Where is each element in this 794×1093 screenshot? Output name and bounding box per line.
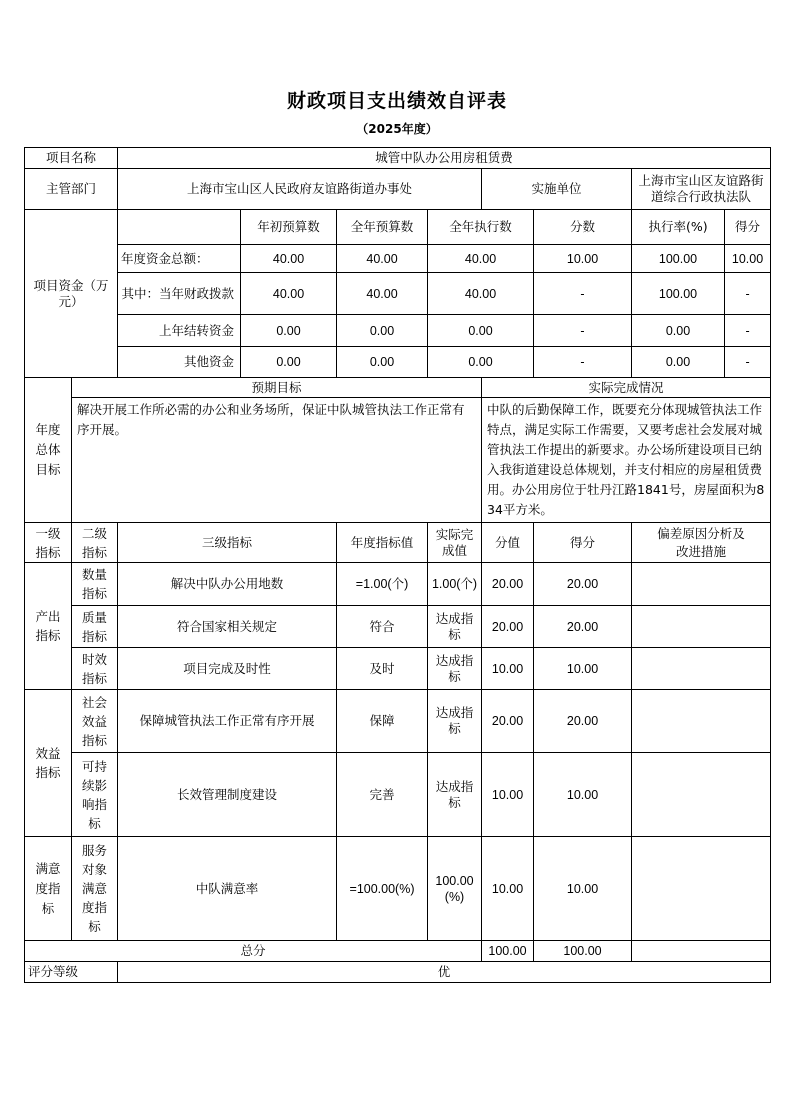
- level2-cell: 质量指标: [72, 606, 118, 648]
- actual-cell: 1.00(个): [428, 563, 482, 606]
- funds-cell: 40.00: [428, 245, 534, 273]
- funds-cell: 0.00: [632, 347, 725, 378]
- project-name: 城管中队办公用房租赁费: [118, 148, 771, 169]
- funds-cell: 40.00: [428, 273, 534, 315]
- funds-cell: 100.00: [632, 245, 725, 273]
- note-cell: [632, 648, 771, 690]
- funds-header: 年初预算数: [241, 210, 337, 245]
- funds-cell: 10.00: [725, 245, 771, 273]
- expected-goal-text: 解决开展工作所必需的办公和业务场所，保证中队城管执法工作正常有序开展。: [72, 398, 482, 523]
- note-cell: [632, 753, 771, 837]
- score-cell: 20.00: [534, 690, 632, 753]
- funds-cell: 0.00: [428, 347, 534, 378]
- funds-label: 项目资金（万元）: [25, 210, 118, 378]
- level3-cell: 符合国家相关规定: [118, 606, 337, 648]
- note-cell: [632, 837, 771, 941]
- actual-cell: 达成指标: [428, 753, 482, 837]
- total-note: [632, 941, 771, 962]
- target-cell: =1.00(个): [337, 563, 428, 606]
- project-name-label: 项目名称: [25, 148, 118, 169]
- weight-cell: 10.00: [482, 648, 534, 690]
- level2-cell: 可持续影响指标: [72, 753, 118, 837]
- ind-header-target: 年度指标值: [337, 523, 428, 563]
- rating-value: 优: [118, 962, 771, 983]
- funds-header: 执行率(%): [632, 210, 725, 245]
- funds-cell: 40.00: [337, 273, 428, 315]
- funds-row-label: 其中：当年财政拨款: [118, 273, 241, 315]
- actual-goal-text: 中队的后勤保障工作，既要充分体现城管执法工作特点，满足实际工作需要，又要考虑社会发展对城管执法工作提出的新要求。办公场所建设项目已纳入我街道建设总体规划，并支付相应的房屋租赁费用。办公用房位于牡丹江路1841号，房屋面积为834平方米。: [482, 398, 771, 523]
- level2-cell: 服务对象满意度指标: [72, 837, 118, 941]
- note-cell: [632, 606, 771, 648]
- funds-header: 得分: [725, 210, 771, 245]
- weight-cell: 20.00: [482, 563, 534, 606]
- level1-output: 产出指标: [25, 563, 72, 690]
- note-cell: [632, 563, 771, 606]
- level2-cell: 数量指标: [72, 563, 118, 606]
- rating-label: 评分等级: [25, 962, 118, 983]
- ind-header-level2: 二级指标: [72, 523, 118, 563]
- target-cell: 及时: [337, 648, 428, 690]
- target-cell: 完善: [337, 753, 428, 837]
- ind-header-level3: 三级指标: [118, 523, 337, 563]
- score-cell: 20.00: [534, 563, 632, 606]
- unit-label: 实施单位: [482, 169, 632, 210]
- funds-cell: 0.00: [241, 315, 337, 347]
- actual-goal-header: 实际完成情况: [482, 378, 771, 398]
- funds-row-label: 年度资金总额：: [118, 245, 241, 273]
- funds-cell: -: [534, 273, 632, 315]
- page-subtitle: （2025年度）: [356, 122, 438, 136]
- ind-header-weight: 分值: [482, 523, 534, 563]
- dept-label: 主管部门: [25, 169, 118, 210]
- level1-satisfaction: 满意度指标: [25, 837, 72, 941]
- score-cell: 20.00: [534, 606, 632, 648]
- funds-cell: 40.00: [241, 273, 337, 315]
- dept-value: 上海市宝山区人民政府友谊路街道办事处: [118, 169, 482, 210]
- unit-value: 上海市宝山区友谊路街道综合行政执法队: [632, 169, 771, 210]
- target-cell: =100.00(%): [337, 837, 428, 941]
- weight-cell: 10.00: [482, 753, 534, 837]
- funds-cell: 40.00: [337, 245, 428, 273]
- funds-cell: 0.00: [428, 315, 534, 347]
- funds-header-blank: [118, 210, 241, 245]
- expected-goal-header: 预期目标: [72, 378, 482, 398]
- funds-cell: 100.00: [632, 273, 725, 315]
- note-cell: [632, 690, 771, 753]
- level3-cell: 项目完成及时性: [118, 648, 337, 690]
- funds-cell: 0.00: [337, 315, 428, 347]
- funds-row-label: 上年结转资金: [118, 315, 241, 347]
- level3-cell: 长效管理制度建设: [118, 753, 337, 837]
- funds-row-label: 其他资金: [118, 347, 241, 378]
- funds-header: 分数: [534, 210, 632, 245]
- total-weight: 100.00: [482, 941, 534, 962]
- weight-cell: 10.00: [482, 837, 534, 941]
- weight-cell: 20.00: [482, 606, 534, 648]
- funds-cell: 10.00: [534, 245, 632, 273]
- ind-header-note: 偏差原因分析及改进措施: [632, 523, 771, 563]
- funds-cell: -: [725, 347, 771, 378]
- score-cell: 10.00: [534, 837, 632, 941]
- score-cell: 10.00: [534, 753, 632, 837]
- level1-benefit: 效益指标: [25, 690, 72, 837]
- weight-cell: 20.00: [482, 690, 534, 753]
- funds-cell: -: [725, 315, 771, 347]
- funds-cell: 0.00: [632, 315, 725, 347]
- target-cell: 保障: [337, 690, 428, 753]
- actual-cell: 达成指标: [428, 606, 482, 648]
- evaluation-table: [24, 147, 771, 983]
- funds-cell: -: [534, 315, 632, 347]
- actual-cell: 达成指标: [428, 690, 482, 753]
- score-cell: 10.00: [534, 648, 632, 690]
- actual-cell: 100.00(%): [428, 837, 482, 941]
- total-label: 总分: [25, 941, 482, 962]
- funds-cell: 0.00: [241, 347, 337, 378]
- funds-header: 全年预算数: [337, 210, 428, 245]
- ind-header-level1: 一级指标: [25, 523, 72, 563]
- total-score: 100.00: [534, 941, 632, 962]
- level3-cell: 中队满意率: [118, 837, 337, 941]
- funds-header: 全年执行数: [428, 210, 534, 245]
- level3-cell: 保障城管执法工作正常有序开展: [118, 690, 337, 753]
- level3-cell: 解决中队办公用地数: [118, 563, 337, 606]
- target-cell: 符合: [337, 606, 428, 648]
- funds-cell: 0.00: [337, 347, 428, 378]
- actual-cell: 达成指标: [428, 648, 482, 690]
- funds-cell: -: [725, 273, 771, 315]
- goals-label: 年度总体目标: [25, 378, 72, 523]
- level2-cell: 时效指标: [72, 648, 118, 690]
- level2-cell: 社会效益指标: [72, 690, 118, 753]
- funds-cell: -: [534, 347, 632, 378]
- ind-header-score: 得分: [534, 523, 632, 563]
- funds-cell: 40.00: [241, 245, 337, 273]
- ind-header-actual: 实际完成值: [428, 523, 482, 563]
- page-title: 财政项目支出绩效自评表: [286, 90, 507, 112]
